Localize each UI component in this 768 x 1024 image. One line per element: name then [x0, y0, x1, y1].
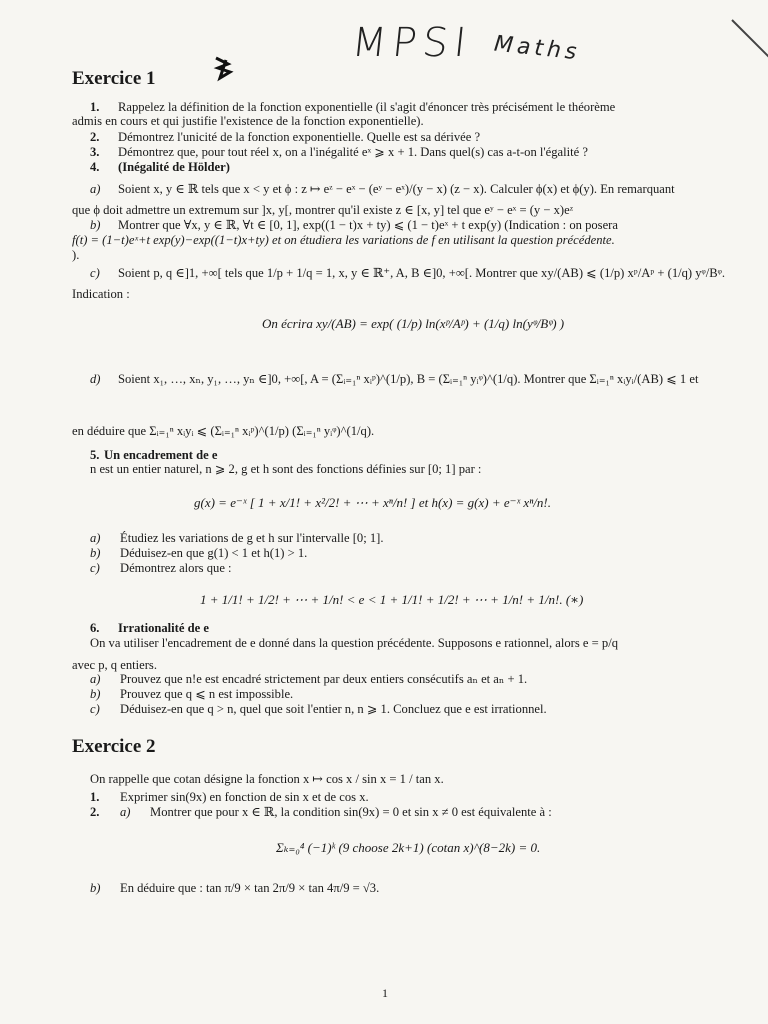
q5c-text: Démontrez alors que :: [120, 561, 232, 575]
q5b-text: Déduisez-en que g(1) < 1 et h(1) > 1.: [120, 546, 308, 560]
q4b-label: b): [90, 218, 101, 232]
q6a-text: Prouvez que n!e est encadré strictement par deux entiers consécutifs aₙ et aₙ + 1.: [120, 672, 528, 686]
q2-text: Démontrez l'unicité de la fonction exponentielle. Quelle est sa dérivée ?: [118, 130, 481, 144]
q4d-line2: en déduire que Σᵢ₌₁ⁿ xᵢyᵢ ⩽ (Σᵢ₌₁ⁿ xᵢᵖ)^(1/p) (Σᵢ₌₁ⁿ yᵢᵠ)^(1/q).: [72, 424, 375, 438]
q1-text-line2: admis en cours et qui justifie l'existence de la fonction exponentielle).: [72, 114, 424, 128]
q6a-label: a): [90, 672, 101, 686]
q3-text: Démontrez que, pour tout réel x, on a l'inégalité eˣ ⩾ x + 1. Dans quel(s) cas a-t-on l'égalité ?: [118, 145, 588, 159]
q6c-label: c): [90, 702, 100, 716]
q4a-line2: que ϕ doit admettre un extremum sur ]x, y[, montrer qu'il existe z ∈ [x, y] tel que eʸ − eˣ = (y − x)eᶻ: [72, 203, 574, 217]
q6-line2: avec p, q entiers.: [72, 658, 157, 672]
q6b-text: Prouvez que q ⩽ n est impossible.: [120, 687, 294, 701]
page-number: 1: [382, 986, 388, 1000]
ex2-q1-number: 1.: [90, 790, 100, 804]
q5b-label: b): [90, 546, 101, 560]
pen-stroke-mark: [730, 18, 768, 78]
q5-number: 5.: [90, 448, 100, 462]
q5-inequality: 1 + 1/1! + 1/2! + ⋯ + 1/n! < e < 1 + 1/1! + 1/2! + ⋯ + 1/n! + 1/n!. (∗): [200, 592, 584, 607]
handwritten-subtitle: Maths: [492, 31, 582, 66]
q4c-formula: On écrira xy/(AB) = exp( (1/p) ln(xᵖ/Aᵖ) + (1/q) ln(yᵠ/Bᵠ) ): [262, 316, 565, 331]
q5a-text: Étudiez les variations de g et h sur l'intervalle [0; 1].: [120, 531, 384, 545]
q2-number: 2.: [90, 130, 100, 144]
q4a-label: a): [90, 182, 101, 196]
ex2-q1-text: Exprimer sin(9x) en fonction de sin x et de cos x.: [120, 790, 369, 804]
q1-number: 1.: [90, 100, 100, 114]
ex2-q2-number: 2.: [90, 805, 100, 819]
q6c-text: Déduisez-en que q > n, quel que soit l'entier n, n ⩾ 1. Concluez que e est irrationnel.: [120, 702, 547, 716]
q6-title: Irrationalité de e: [118, 621, 209, 635]
q5-formula: g(x) = e⁻ˣ [ 1 + x/1! + x²/2! + ⋯ + xⁿ/n! ] et h(x) = g(x) + e⁻ˣ xⁿ/n!.: [194, 495, 551, 510]
scribble-mark: [212, 54, 234, 82]
q4-title: (Inégalité de Hölder): [118, 160, 230, 174]
q3-number: 3.: [90, 145, 100, 159]
q4d-label: d): [90, 372, 101, 386]
q4c-line1: Soient p, q ∈]1, +∞[ tels que 1/p + 1/q = 1, x, y ∈ ℝ⁺, A, B ∈]0, +∞[. Montrer que xy/(AB) ⩽ (1/p) xᵖ/Aᵖ + (1/q) yᵠ/Bᵠ.: [118, 266, 726, 280]
ex2-q2a-formula: Σₖ₌₀⁴ (−1)ᵏ (9 choose 2k+1) (cotan x)^(8−2k) = 0.: [276, 840, 541, 855]
q4b-line1: Montrer que ∀x, y ∈ ℝ, ∀t ∈ [0, 1], exp((1 − t)x + ty) ⩽ (1 − t)eˣ + t exp(y) (Indication : on posera: [118, 218, 618, 232]
ex2-intro: On rappelle que cotan désigne la fonction x ↦ cos x / sin x = 1 / tan x.: [90, 772, 444, 786]
ex2-q2a-text: Montrer que pour x ∈ ℝ, la condition sin(9x) = 0 et sin x ≠ 0 est équivalente à :: [150, 805, 552, 819]
ex2-q2b-label: b): [90, 881, 101, 895]
q5-intro: n est un entier naturel, n ⩾ 2, g et h sont des fonctions définies sur [0; 1] par :: [90, 462, 482, 476]
q4c-indication: Indication :: [72, 287, 130, 301]
ex2-q2b-text: En déduire que : tan π/9 × tan 2π/9 × tan 4π/9 = √3.: [120, 881, 380, 895]
q4c-label: c): [90, 266, 100, 280]
exercise-1-title: Exercice 1: [72, 68, 156, 89]
q4b-line2: f(t) = (1−t)eˣ+t exp(y)−exp((1−t)x+ty) et on étudiera les variations de f en utilisant la question précédente.: [72, 233, 615, 247]
q5a-label: a): [90, 531, 101, 545]
handwritten-title: MPSI: [349, 20, 475, 66]
q4-number: 4.: [90, 160, 100, 174]
ex2-q2a-label: a): [120, 805, 131, 819]
q5-title: Un encadrement de e: [104, 448, 218, 462]
exercise-2-title: Exercice 2: [72, 736, 156, 757]
q4d-line1: Soient x₁, …, xₙ, y₁, …, yₙ ∈]0, +∞[, A = (Σᵢ₌₁ⁿ xᵢᵖ)^(1/p), B = (Σᵢ₌₁ⁿ yᵢᵠ)^(1/q). Montrer que Σᵢ₌₁ⁿ xᵢyᵢ/(AB) ⩽ 1 et: [118, 372, 699, 386]
q4a-line1: Soient x, y ∈ ℝ tels que x < y et ϕ : z ↦ eᶻ − eˣ − (eʸ − eˣ)/(y − x) (z − x). Calculer ϕ(x) et ϕ(y). En remarquant: [118, 182, 675, 196]
q5c-label: c): [90, 561, 100, 575]
q4b-line3: ).: [72, 248, 80, 262]
q6b-label: b): [90, 687, 101, 701]
q6-line1: On va utiliser l'encadrement de e donné dans la question précédente. Supposons e rationnel, alors e = p/q: [90, 636, 619, 650]
q1-text-line1: Rappelez la définition de la fonction exponentielle (il s'agit d'énoncer très précisément le théorème: [118, 100, 616, 114]
q6-number: 6.: [90, 621, 100, 635]
